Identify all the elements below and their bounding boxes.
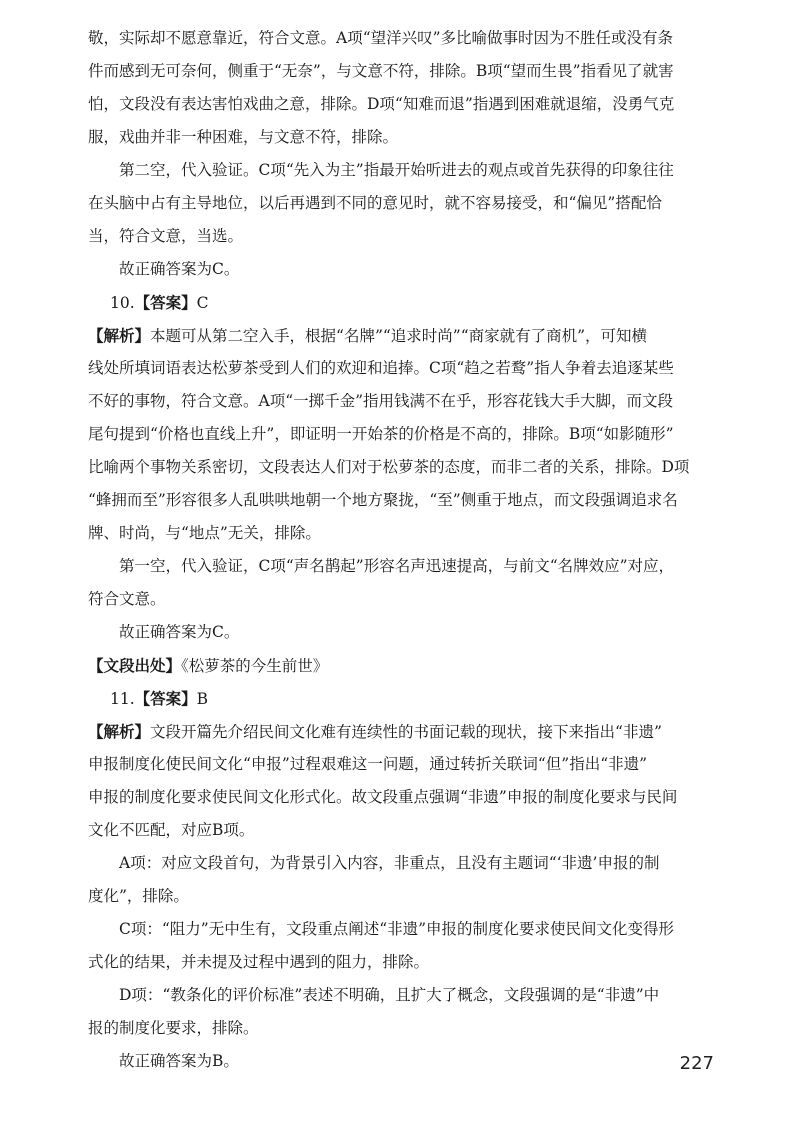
- text-line: 牌、时尚，与“地点”无关，排除。: [88, 524, 321, 542]
- question-number: 11.: [110, 690, 135, 708]
- text-line: 尾句提到“价格也直线上升”，即证明一开始茶的价格是不高的，排除。B项“如影随形”: [88, 425, 674, 443]
- conclusion-line: 故正确答案为B。: [119, 1052, 239, 1070]
- answer-value: B: [196, 690, 209, 708]
- answer-tag: 【答案】: [134, 689, 197, 708]
- text-line: 申报制度化使民间文化“申报”过程艰难这一问题，通过转折关联词“但”指出“非遗”: [88, 755, 648, 773]
- option-a-line: A项：对应文段首句，为背景引入内容，非重点，且没有主题词“‘非遗’申报的制: [119, 854, 660, 872]
- text-line: 申报的制度化要求使民间文化形式化。故文段重点强调“非遗”申报的制度化要求与民间: [88, 788, 678, 806]
- text-line: 文化不匹配，对应B项。: [88, 821, 255, 839]
- text-line: 比喻两个事物关系密切，文段表达人们对于松萝茶的态度，而非二者的关系，排除。D项: [88, 458, 690, 476]
- text-line: “蜂拥而至”形容很多人乱哄哄地朝一个地方聚拢，“至”侧重于地点，而文段强调追求名: [88, 491, 678, 509]
- source-tag: 【文段出处】: [88, 656, 182, 675]
- analysis-tag: 【解析】: [88, 326, 151, 345]
- text-line: 当，符合文意，当选。: [88, 227, 244, 245]
- analysis-text: 本题可从第二空入手，根据“名牌”“追求时尚”“商家就有了商机”，可知横: [150, 327, 648, 345]
- text-line: 线处所填词语表达松萝茶受到人们的欢迎和追捧。C项“趋之若鹜”指人争着去追逐某些: [88, 359, 674, 377]
- conclusion-line: 故正确答案为C。: [119, 623, 240, 641]
- text-line: 在头脑中占有主导地位，以后再遇到不同的意见时，就不容易接受，和“偏见”搭配恰: [88, 194, 662, 212]
- option-d-line: D项：“教条化的评价标准”表述不明确，且扩大了概念，文段强调的是“非遗”中: [119, 986, 660, 1004]
- text-line: 式化的结果，并未提及过程中遇到的阻力，排除。: [88, 953, 430, 971]
- analysis-tag: 【解析】: [88, 722, 151, 741]
- answer-tag: 【答案】: [134, 293, 197, 312]
- text-line: 不好的事物，符合文意。A项“一掷千金”指用钱满不在乎，形容花钱大手大脚，而文段: [88, 392, 674, 410]
- source-line: [88, 649, 723, 682]
- source-title: 《松萝茶的今生前世》: [181, 657, 329, 675]
- page-number: 227: [679, 1053, 714, 1074]
- option-c-line: C项：“阻力”无中生有，文段重点阐述“非遗”申报的制度化要求使民间文化变得形: [119, 920, 675, 938]
- answer-heading-q11: [88, 682, 723, 715]
- text-line: 报的制度化要求，排除。: [88, 1019, 259, 1037]
- text-line: 怕，文段没有表达害怕戏曲之意，排除。D项“知难而退”指遇到困难就退缩，没勇气克: [88, 95, 675, 113]
- text-line: 敬，实际却不愿意靠近，符合文意。A项“望洋兴叹”多比喻做事时因为不胜任或没有条: [88, 29, 674, 47]
- text-line: 服，戏曲并非一种困难，与文意不符，排除。: [88, 128, 399, 146]
- text-line: 第一空，代入验证，C项“声名鹊起”形容名声迅速提高，与前文“名牌效应”对应，: [119, 557, 675, 575]
- analysis-line: [88, 319, 723, 352]
- conclusion-line: 故正确答案为C。: [119, 260, 240, 278]
- analysis-line: [88, 715, 723, 748]
- analysis-text: 文段开篇先介绍民间文化难有连续性的书面记载的现状，接下来指出“非遗”: [150, 723, 662, 741]
- answer-value: C: [196, 294, 209, 312]
- text-line: 符合文意。: [88, 590, 166, 608]
- text-line: 度化”，排除。: [88, 887, 189, 905]
- answer-heading-q10: [88, 286, 723, 319]
- text-line: 第二空，代入验证。C项“先入为主”指最开始听进去的观点或首先获得的印象往往: [119, 161, 674, 179]
- text-line: 件而感到无可奈何，侧重于“无奈”，与文意不符，排除。B项“望而生畏”指看见了就害: [88, 62, 674, 80]
- answer-explanation-page: [88, 22, 723, 1078]
- question-number: 10.: [110, 294, 135, 312]
